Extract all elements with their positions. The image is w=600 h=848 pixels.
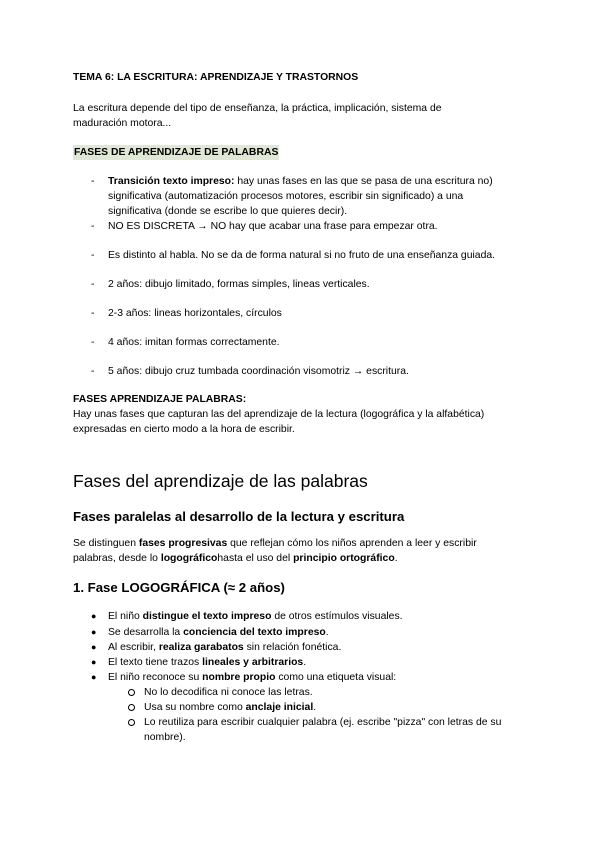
dash-marker: - <box>91 366 95 377</box>
section-heading-2: Fases paralelas al desarrollo de la lectura y escritura <box>73 509 405 524</box>
fases-heading: FASES DE APRENDIZAJE DE PALABRAS <box>74 147 279 158</box>
fases2-heading: FASES APRENDIZAJE PALABRAS: <box>73 394 247 405</box>
b5-c: como una etiqueta visual: <box>275 672 397 683</box>
b2-a: Se desarrolla la <box>108 627 184 638</box>
dash-item-1-line-3: significativa (donde se escribe lo que quieres decir). <box>108 206 348 217</box>
intro-line-1: La escritura depende del tipo de enseñanza, la práctica, implicación, sistema de <box>73 103 442 114</box>
p1-f: hasta el uso del <box>217 553 294 564</box>
sub-bullet-marker <box>128 689 135 696</box>
sub-bullet-item-3-line-1: Lo reutiliza para escribir cualquier palabra (ej. escribe "pizza" con letras de su <box>144 717 502 728</box>
b1-a: El niño <box>108 611 143 622</box>
dash-item-2: NO ES DISCRETA → NO hay que acabar una frase para empezar otra. <box>108 221 438 232</box>
dash-marker: - <box>91 250 95 261</box>
s2-a: Usa su nombre como <box>144 702 246 713</box>
dash-marker: - <box>91 279 95 290</box>
p1-d: palabras, desde lo <box>73 553 161 564</box>
p1-g: principio ortográfico <box>293 553 395 564</box>
b5-a: El niño reconoce su <box>108 672 203 683</box>
sub-bullet-item-2 <box>144 700 316 715</box>
section-heading-3: 1. Fase LOGOGRÁFICA (≈ 2 años) <box>73 580 285 595</box>
dash-item-1-line-2: significativa (automatización procesos motores, escribir sin significado) a una <box>108 191 464 202</box>
dash-marker: - <box>91 308 95 319</box>
b4-b: lineales y arbitrarios <box>202 657 304 668</box>
b2-c: . <box>325 627 329 638</box>
b3-a: Al escribir, <box>108 642 159 653</box>
b3-c: sin relación fonética. <box>243 642 342 653</box>
dash-item-7: 5 años: dibujo cruz tumbada coordinación visomotriz → escritura. <box>108 366 409 377</box>
bullet-item-4 <box>108 655 306 670</box>
dash-item-4: 2 años: dibujo limitado, formas simples, lineas verticales. <box>108 279 370 290</box>
dash-item-6: 4 años: imitan formas correctamente. <box>108 337 280 348</box>
b4-a: El texto tiene trazos <box>108 657 203 668</box>
doc-title: TEMA 6: LA ESCRITURA: APRENDIZAJE Y TRASTORNOS <box>73 72 359 83</box>
bullet-marker: ● <box>91 672 97 682</box>
bullet-item-5 <box>108 670 396 685</box>
paragraph-line-2 <box>73 551 398 566</box>
dash-item-1-line-1 <box>108 174 493 189</box>
s2-c: . <box>313 702 317 713</box>
b3-b: realiza garabatos <box>158 642 244 653</box>
b1-b: distingue el texto impreso <box>142 611 272 622</box>
p1-e: logográfico <box>160 553 218 564</box>
bullet-marker: ● <box>91 627 97 637</box>
dash-item-5: 2-3 años: lineas horizontales, círculos <box>108 308 282 319</box>
section-heading-1: Fases del aprendizaje de las palabras <box>73 471 368 491</box>
dash-marker: - <box>91 221 95 232</box>
dash-item-1-bold: Transición texto impreso: <box>108 176 235 187</box>
p1-a: Se distinguen <box>73 538 139 549</box>
dash-item-3: Es distinto al habla. No se da de forma natural si no fruto de una enseñanza guiada. <box>108 250 496 261</box>
bullet-item-2 <box>108 625 329 640</box>
fases2-line-2: expresadas en cierto modo a la hora de escribir. <box>73 424 295 435</box>
paragraph-line-1 <box>73 536 477 551</box>
dash-marker: - <box>91 176 95 187</box>
intro-line-2: maduración motora... <box>73 118 172 129</box>
b2-b: conciencia del texto impreso <box>183 627 326 638</box>
p1-b: fases progresivas <box>138 538 228 549</box>
b5-b: nombre propio <box>202 672 276 683</box>
p1-h: . <box>394 553 398 564</box>
s2-b: anclaje inicial <box>245 702 314 713</box>
b1-c: de otros estímulos visuales. <box>271 611 403 622</box>
bullet-item-3 <box>108 640 341 655</box>
p1-c: que reflejan cómo los niños aprenden a leer y escribir <box>227 538 477 549</box>
sub-bullet-item-3-line-2: nombre). <box>144 732 186 743</box>
sub-bullet-item-1: No lo decodifica ni conoce las letras. <box>144 687 313 698</box>
bullet-marker: ● <box>91 642 97 652</box>
dash-marker: - <box>91 337 95 348</box>
bullet-marker: ● <box>91 657 97 667</box>
bullet-marker: ● <box>91 611 97 621</box>
fases2-line-1: Hay unas fases que capturan las del aprendizaje de la lectura (logográfica y la alfabética) <box>73 409 485 420</box>
dash-item-1-rest: hay unas fases en las que se pasa de una escritura no) <box>234 176 493 187</box>
b4-c: . <box>303 657 307 668</box>
bullet-item-1 <box>108 609 403 624</box>
sub-bullet-marker <box>128 704 135 711</box>
sub-bullet-marker <box>128 719 135 726</box>
